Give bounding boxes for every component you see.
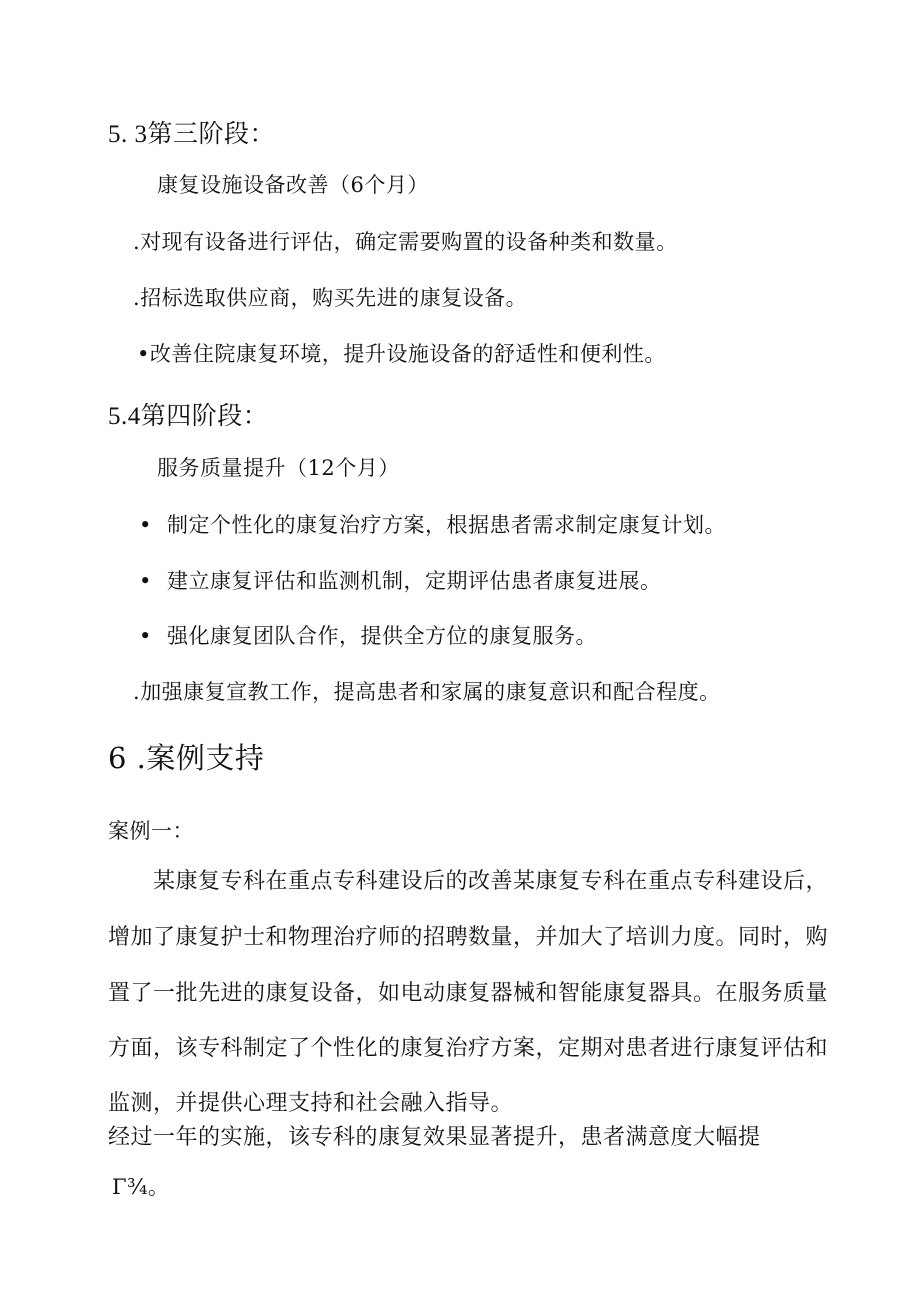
section-number: 5.4: [108, 403, 141, 430]
case-title: 案例一：: [108, 819, 194, 843]
list-item: [133, 676, 721, 706]
section-5-4-heading: [108, 396, 268, 432]
list-marker: .: [133, 230, 141, 254]
list-item: [139, 620, 597, 650]
list-item-text: 对现有设备进行评估，确定需要购置的设备种类和数量。: [140, 230, 678, 254]
list-item: [139, 565, 662, 595]
section-number: 5. 3: [108, 121, 148, 148]
section-5-3-heading: [108, 114, 275, 150]
paragraph-line: Γ¾。: [112, 1175, 170, 1199]
section-6-heading: 6 .案例支持: [108, 741, 265, 775]
list-marker: •: [137, 342, 150, 366]
list-item: [137, 338, 666, 368]
list-marker: •: [139, 513, 152, 537]
list-marker: •: [139, 569, 152, 593]
list-item-text: 改善住院康复环境，提升设施设备的舒适性和便利性。: [149, 342, 666, 366]
list-item-text: 制定个性化的康复治疗方案，根据患者需求制定康复计划。: [167, 513, 726, 537]
paragraph-line: 置了一批先进的康复设备，如电动康复器械和智能康复器具。在服务质量: [108, 981, 829, 1006]
list-item: [133, 282, 527, 312]
paragraph-line: 某康复专科在重点专科建设后的改善某康复专科在重点专科建设后，: [153, 869, 829, 894]
list-item-text: 强化康复团队合作，提供全方位的康复服务。: [167, 624, 597, 648]
list-marker: •: [139, 624, 152, 648]
list-item: [139, 509, 726, 539]
section-5-4-subtitle: 服务质量提升（12个月）: [157, 456, 400, 480]
section-title: 第四阶段：: [140, 401, 269, 430]
section-title: 第三阶段：: [147, 119, 276, 148]
paragraph-line: 方面，该专科制定了个性化的康复治疗方案，定期对患者进行康复评估和: [108, 1036, 829, 1061]
paragraph-line: 经过一年的实施，该专科的康复效果显著提升，患者满意度大幅提: [108, 1125, 761, 1150]
list-marker: .: [133, 680, 141, 704]
list-item-text: 招标选取供应商，购买先进的康复设备。: [140, 286, 528, 310]
list-item: [133, 226, 678, 256]
section-5-3-subtitle: 康复设施设备改善（6个月）: [157, 173, 429, 197]
paragraph-line: 监测，并提供心理支持和社会融入指导。: [108, 1091, 514, 1116]
list-item-text: 建立康复评估和监测机制，定期评估患者康复进展。: [167, 569, 662, 593]
list-marker: .: [133, 286, 141, 310]
paragraph-line: 增加了康复护士和物理治疗师的招聘数量，并加大了培训力度。同时，购: [108, 925, 829, 950]
list-item-text: 加强康复宣教工作，提高患者和家属的康复意识和配合程度。: [140, 680, 721, 704]
